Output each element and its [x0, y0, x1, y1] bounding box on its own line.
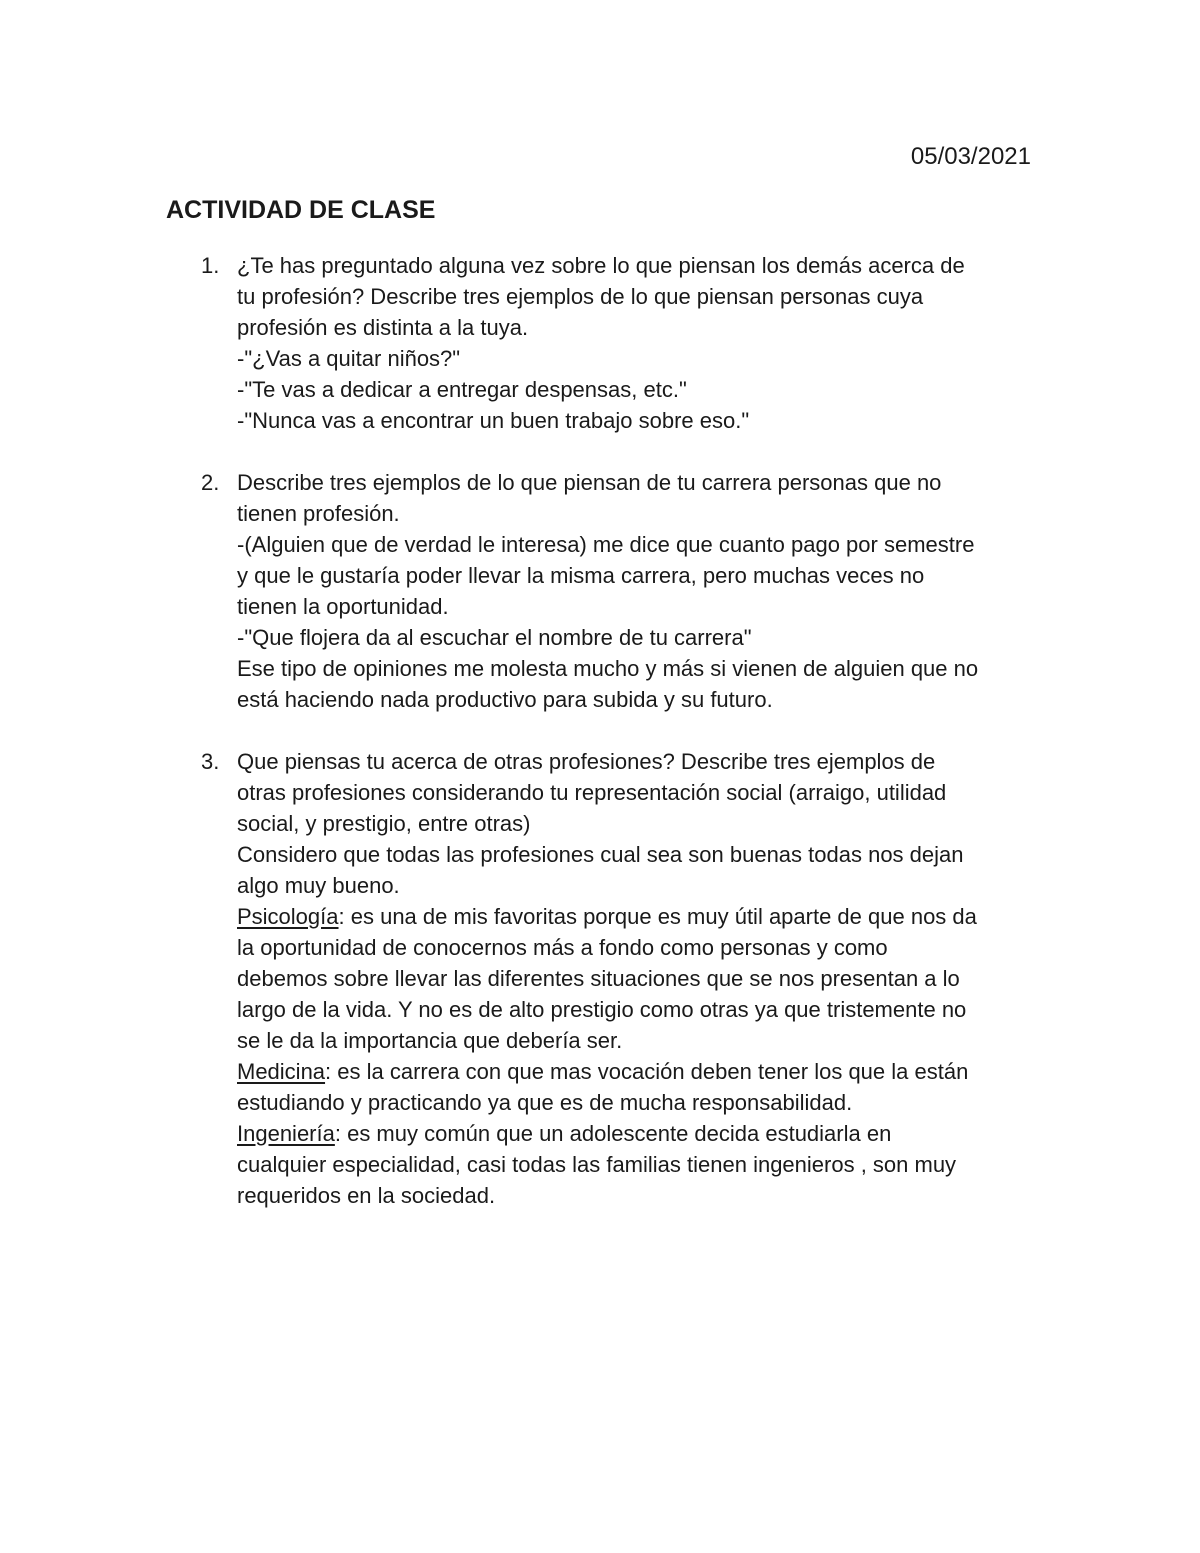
answer-line: la oportunidad de conocernos más a fondo como personas y como [237, 935, 888, 960]
list-item-body [237, 250, 1037, 436]
answer-line: se le da la importancia que debería ser. [237, 1028, 623, 1053]
psicologia-label: Psicología [237, 904, 339, 929]
question-line: Describe tres ejemplos de lo que piensan de tu carrera personas que no [237, 470, 942, 495]
ingenieria-text: : es muy común que un adolescente decida estudiarla en [334, 1121, 892, 1146]
psicologia-text: : es una de mis favoritas porque es muy útil aparte de que nos da [338, 904, 977, 929]
document-date: 05/03/2021 [910, 143, 1031, 170]
question-line: social, y prestigio, entre otras) [237, 811, 531, 836]
question-line: otras profesiones considerando tu representación social (arraigo, utilidad [237, 780, 947, 805]
answer-line: -"Nunca vas a encontrar un buen trabajo sobre eso." [237, 408, 750, 433]
answer-line: cualquier especialidad, casi todas las familias tienen ingenieros , son muy [237, 1152, 957, 1177]
answer-line: largo de la vida. Y no es de alto prestigio como otras ya que tristemente no [237, 997, 967, 1022]
answer-line: -"Te vas a dedicar a entregar despensas, etc." [237, 377, 687, 402]
question-line: profesión es distinta a la tuya. [237, 315, 529, 340]
question-line: tu profesión? Describe tres ejemplos de lo que piensan personas cuya [237, 284, 924, 309]
medicina-text: : es la carrera con que mas vocación deben tener los que la están [325, 1059, 969, 1084]
answer-line: y que le gustaría poder llevar la misma carrera, pero muchas veces no [237, 563, 925, 588]
answer-line: está haciendo nada productivo para subida y su futuro. [237, 687, 773, 712]
answer-line: Ese tipo de opiniones me molesta mucho y más si vienen de alguien que no [237, 656, 979, 681]
list-number: 2. [201, 470, 220, 495]
answer-line: -(Alguien que de verdad le interesa) me dice que cuanto pago por semestre [237, 532, 975, 557]
document-title: ACTIVIDAD DE CLASE [166, 196, 436, 224]
medicina-label: Medicina [237, 1059, 326, 1084]
question-line: ¿Te has preguntado alguna vez sobre lo que piensan los demás acerca de [237, 253, 965, 278]
question-line: Que piensas tu acerca de otras profesiones? Describe tres ejemplos de [237, 749, 936, 774]
answer-line: Considero que todas las profesiones cual sea son buenas todas nos dejan [237, 842, 964, 867]
answer-line: algo muy bueno. [237, 873, 400, 898]
list-item-body [237, 467, 1037, 715]
answer-line: requeridos en la sociedad. [237, 1183, 496, 1208]
list-number: 3. [201, 749, 220, 774]
medicina-line [237, 1056, 1037, 1087]
question-line: tienen profesión. [237, 501, 400, 526]
list-number: 1. [201, 253, 220, 278]
answer-line: -"Que flojera da al escuchar el nombre de tu carrera" [237, 625, 752, 650]
ingenieria-line [237, 1118, 1037, 1149]
answer-line: debemos sobre llevar las diferentes situaciones que se nos presentan a lo [237, 966, 960, 991]
answer-line: estudiando y practicando ya que es de mucha responsabilidad. [237, 1090, 853, 1115]
answer-line: -"¿Vas a quitar niños?" [237, 346, 461, 371]
psicologia-line [237, 901, 1037, 932]
list-item-body [237, 746, 1037, 1211]
answer-line: tienen la oportunidad. [237, 594, 449, 619]
ingenieria-label: Ingeniería [237, 1121, 335, 1146]
